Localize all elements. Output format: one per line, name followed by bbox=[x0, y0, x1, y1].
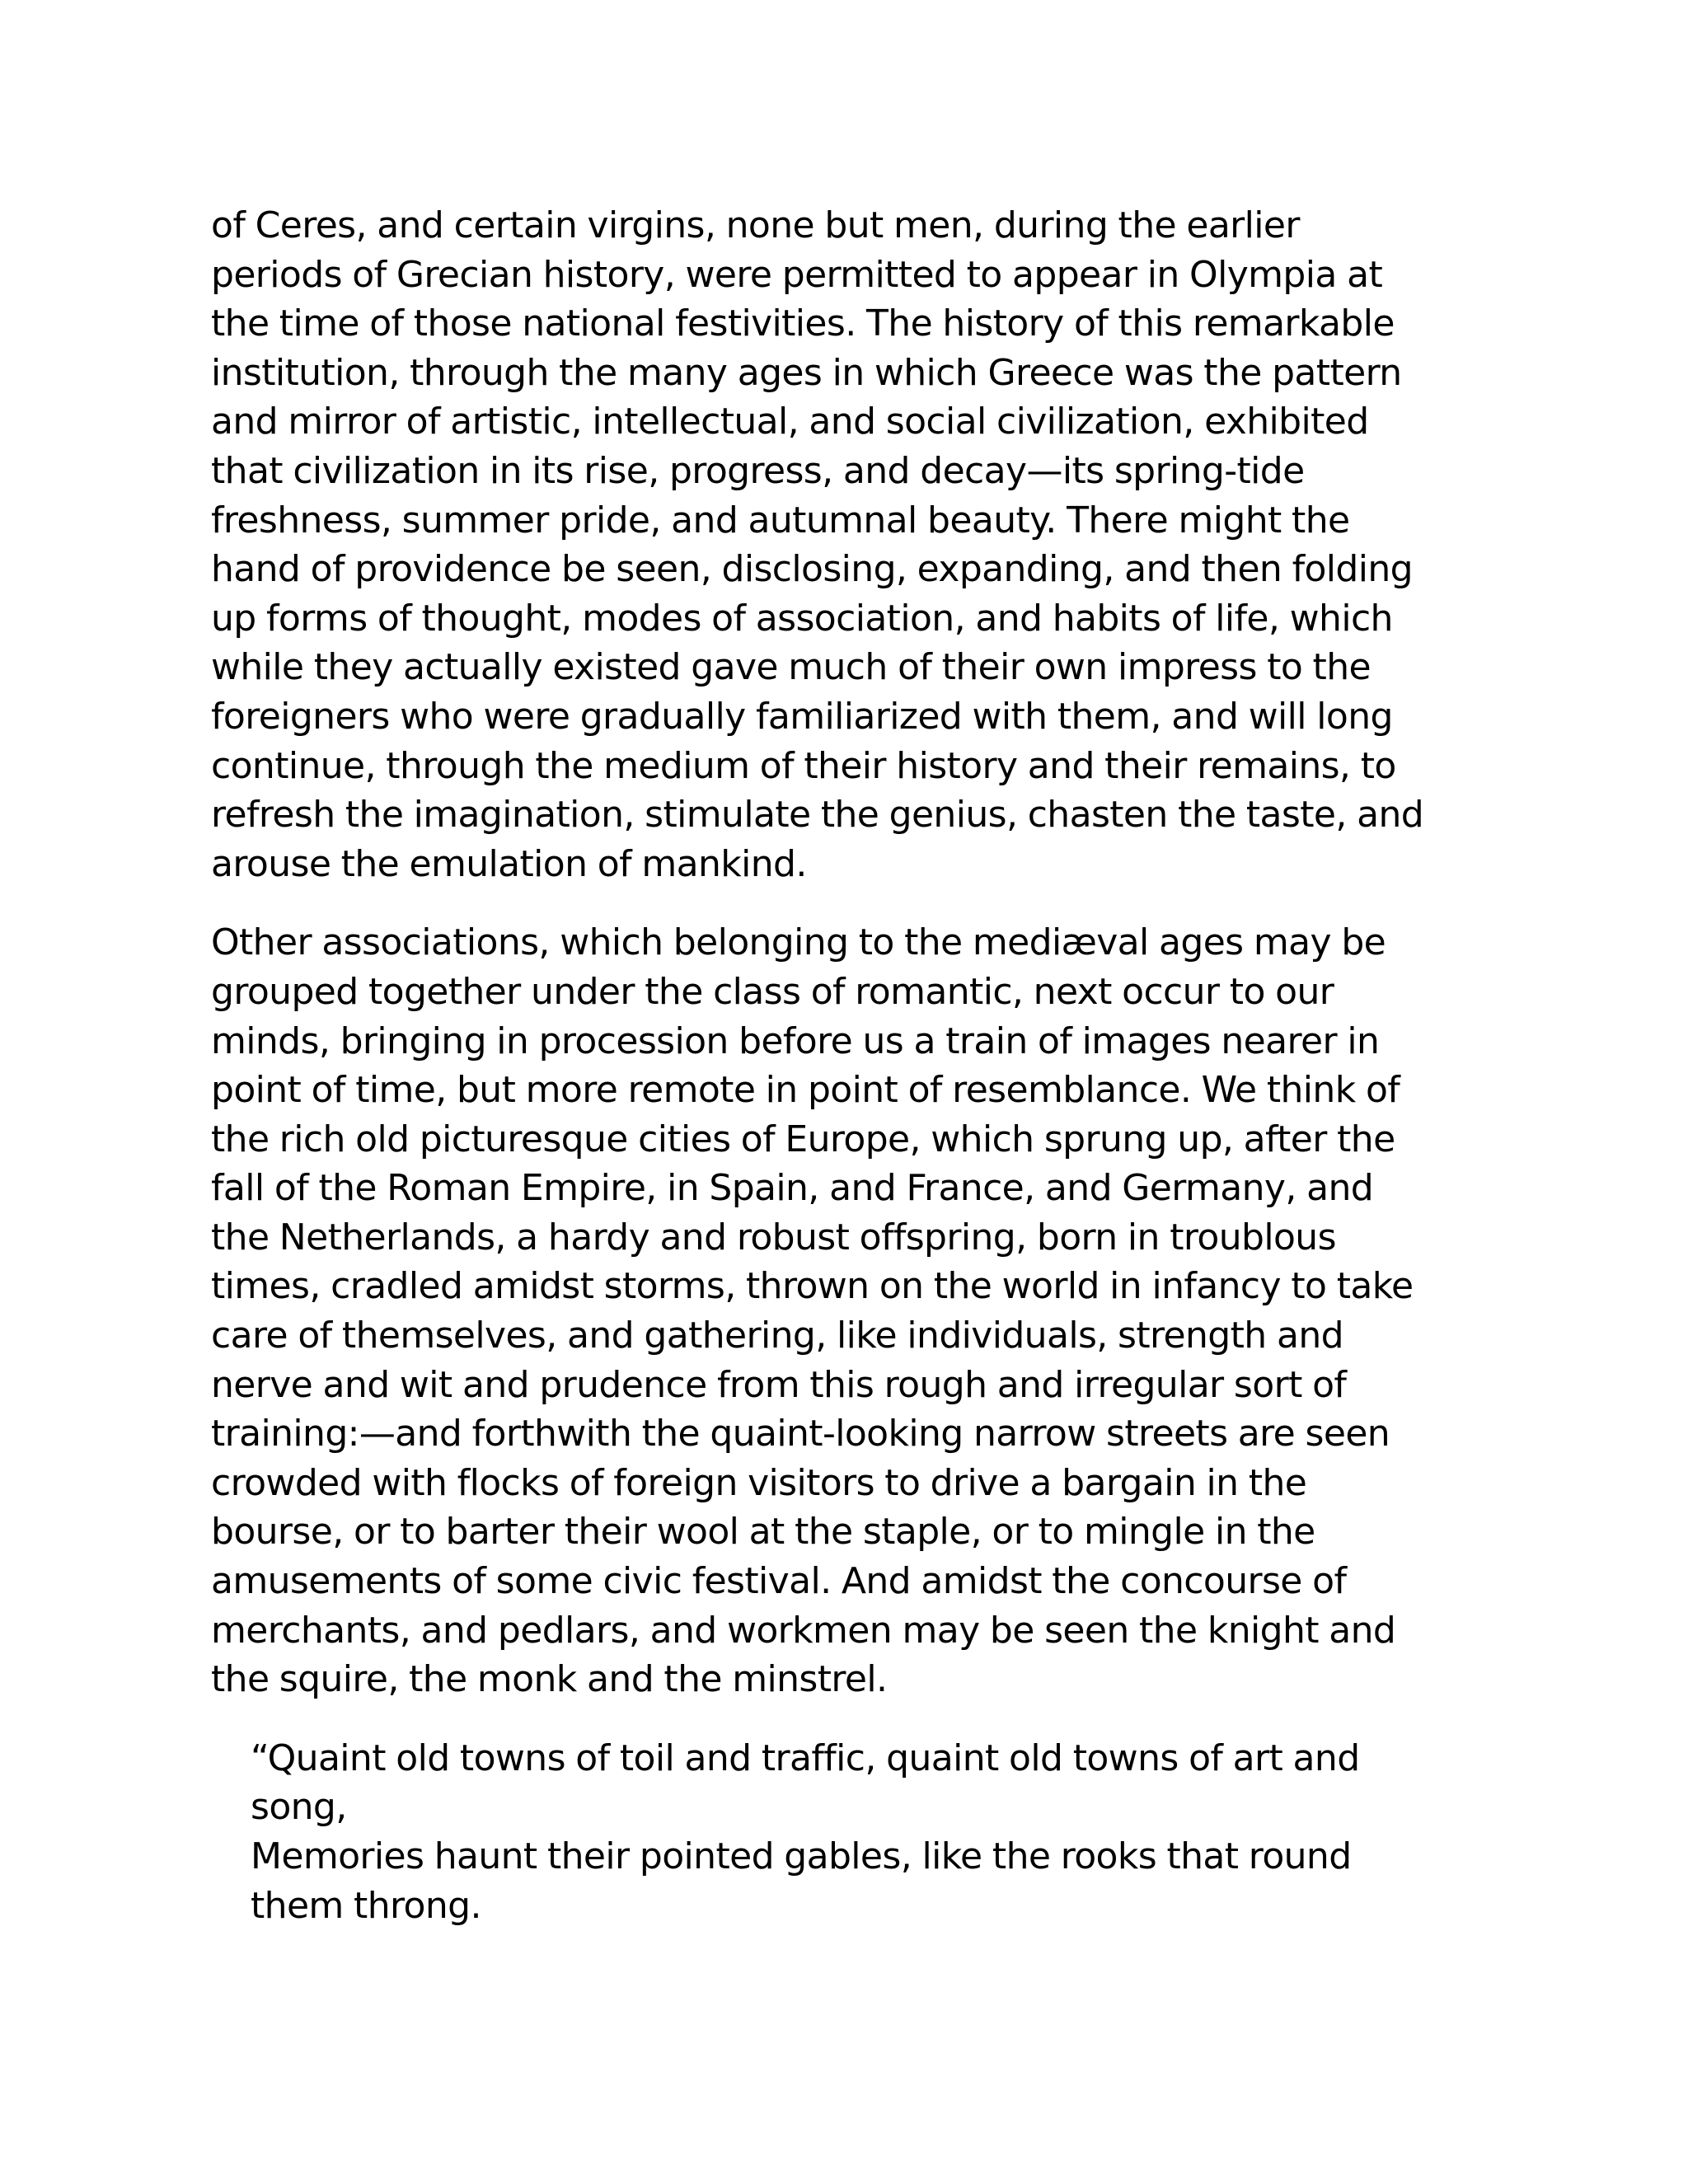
paragraph-medieval-cities: Other associations, which belonging to the mediæval ages may be grouped together under the class of romantic, next occur to our minds, bringing in procession before us a train of images nearer in point of time, but more remote in point of resemblance. We think of the rich old picturesque cities of Europe, which sprung up, after the fall of the Roman Empire, in Spain, and France, and Germany, and the Netherlands, a hardy and robust offspring, born in troublous times, cradled amidst storms, thrown on the world in infancy to take care of themselves, and gathering, like individuals, strength and nerve and wit and prudence from this rough and irregular sort of training:—and forthwith the quaint-looking narrow streets are seen crowded with flocks of foreign visitors to drive a bargain in the bourse, or to barter their wool at the staple, or to mingle in the amusements of some civic festival. And amidst the concourse of merchants, and pedlars, and workmen may be seen the knight and the squire, the monk and the minstrel. bbox=[211, 921, 1414, 1701]
body-text bbox=[211, 201, 1497, 1930]
verse-quotation: “Quaint old towns of toil and traffic, quaint old towns of art and song, Memories haunt their pointed gables, like the rooks that round them throng. bbox=[251, 1736, 1360, 1927]
paragraph-olympia: of Ceres, and certain virgins, none but men, during the earlier periods of Grecian history, were permitted to appear in Olympia at the time of those national festivities. The history of this remarkable institution, through the many ages in which Greece was the pattern and mirror of artistic, intellectual, and social civilization, exhibited that civilization in its rise, progress, and decay—its spring-tide freshness, summer pride, and autumnal beauty. There might the hand of providence be seen, disclosing, expanding, and then folding up forms of thought, modes of association, and habits of life, which while they actually existed gave much of their own impress to the foreigners who were gradually familiarized with them, and will long continue, through the medium of their history and their remains, to refresh the imagination, stimulate the genius, chasten the taste, and arouse the emulation of mankind. bbox=[211, 204, 1424, 885]
